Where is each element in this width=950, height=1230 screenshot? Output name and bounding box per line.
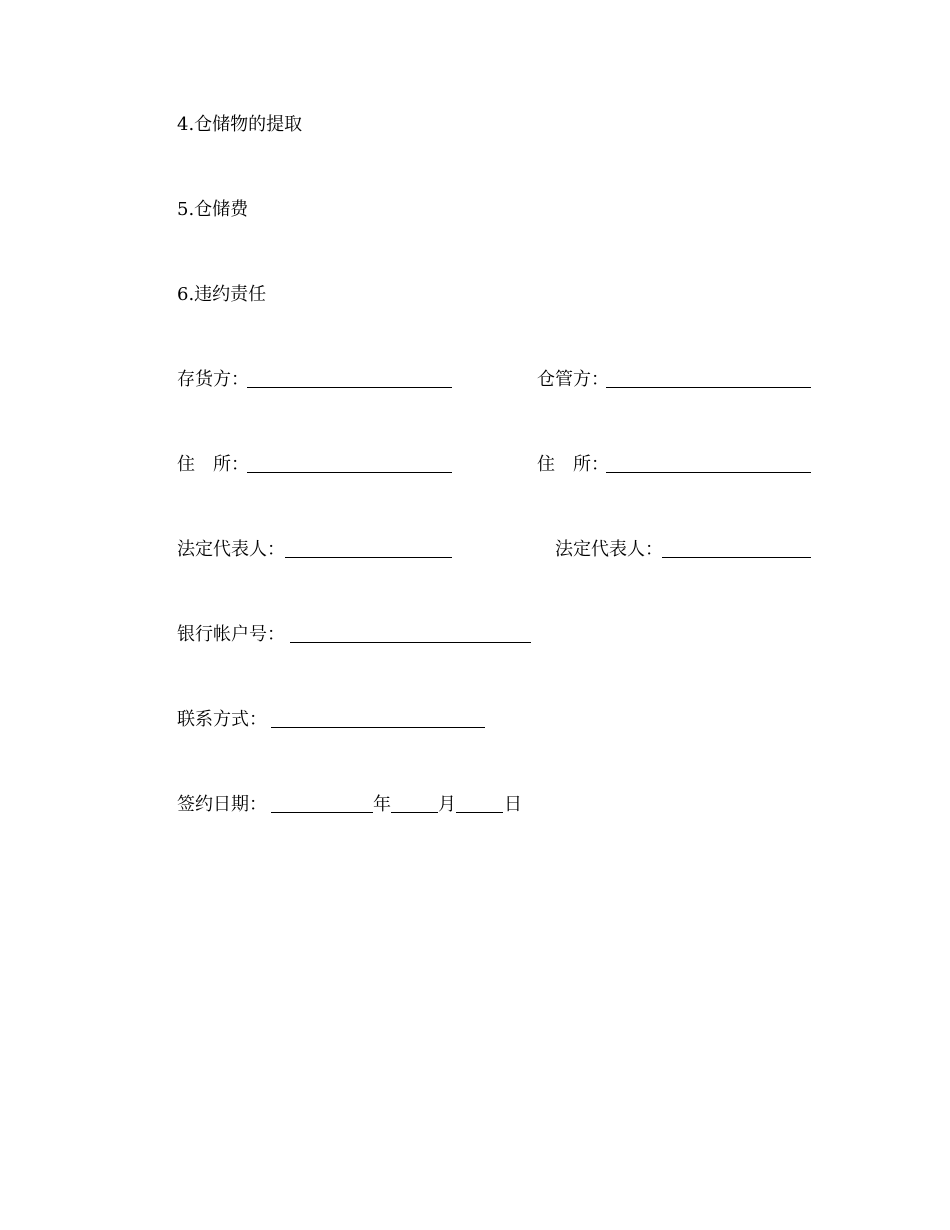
left-address-label: 住 所：: [177, 454, 249, 475]
left-legal-rep-blank[interactable]: [285, 557, 452, 558]
contact-label: 联系方式：: [177, 709, 267, 730]
left-address-blank[interactable]: [247, 472, 452, 473]
section-item-6: 6.违约责任: [177, 284, 267, 305]
sign-date-label: 签约日期：: [177, 794, 267, 815]
sign-day-blank[interactable]: [456, 812, 503, 813]
warehouse-blank[interactable]: [606, 387, 811, 388]
contact-blank[interactable]: [271, 727, 485, 728]
right-legal-rep-blank[interactable]: [662, 557, 811, 558]
bank-account-label: 银行帐户号：: [177, 624, 285, 645]
warehouse-label: 仓管方：: [537, 369, 609, 390]
bank-account-blank[interactable]: [290, 642, 531, 643]
sign-month-unit: 月: [438, 794, 456, 815]
right-legal-rep-label: 法定代表人：: [555, 539, 663, 560]
sign-month-blank[interactable]: [391, 812, 438, 813]
right-address-label: 住 所：: [537, 454, 609, 475]
depositor-label: 存货方：: [177, 369, 249, 390]
sign-year-unit: 年: [373, 794, 391, 815]
right-address-blank[interactable]: [606, 472, 811, 473]
sign-year-blank[interactable]: [271, 812, 373, 813]
section-item-5: 5.仓储费: [177, 199, 249, 220]
left-legal-rep-label: 法定代表人：: [177, 539, 285, 560]
depositor-blank[interactable]: [247, 387, 452, 388]
sign-day-unit: 日: [504, 794, 522, 815]
section-item-4: 4.仓储物的提取: [177, 114, 303, 135]
